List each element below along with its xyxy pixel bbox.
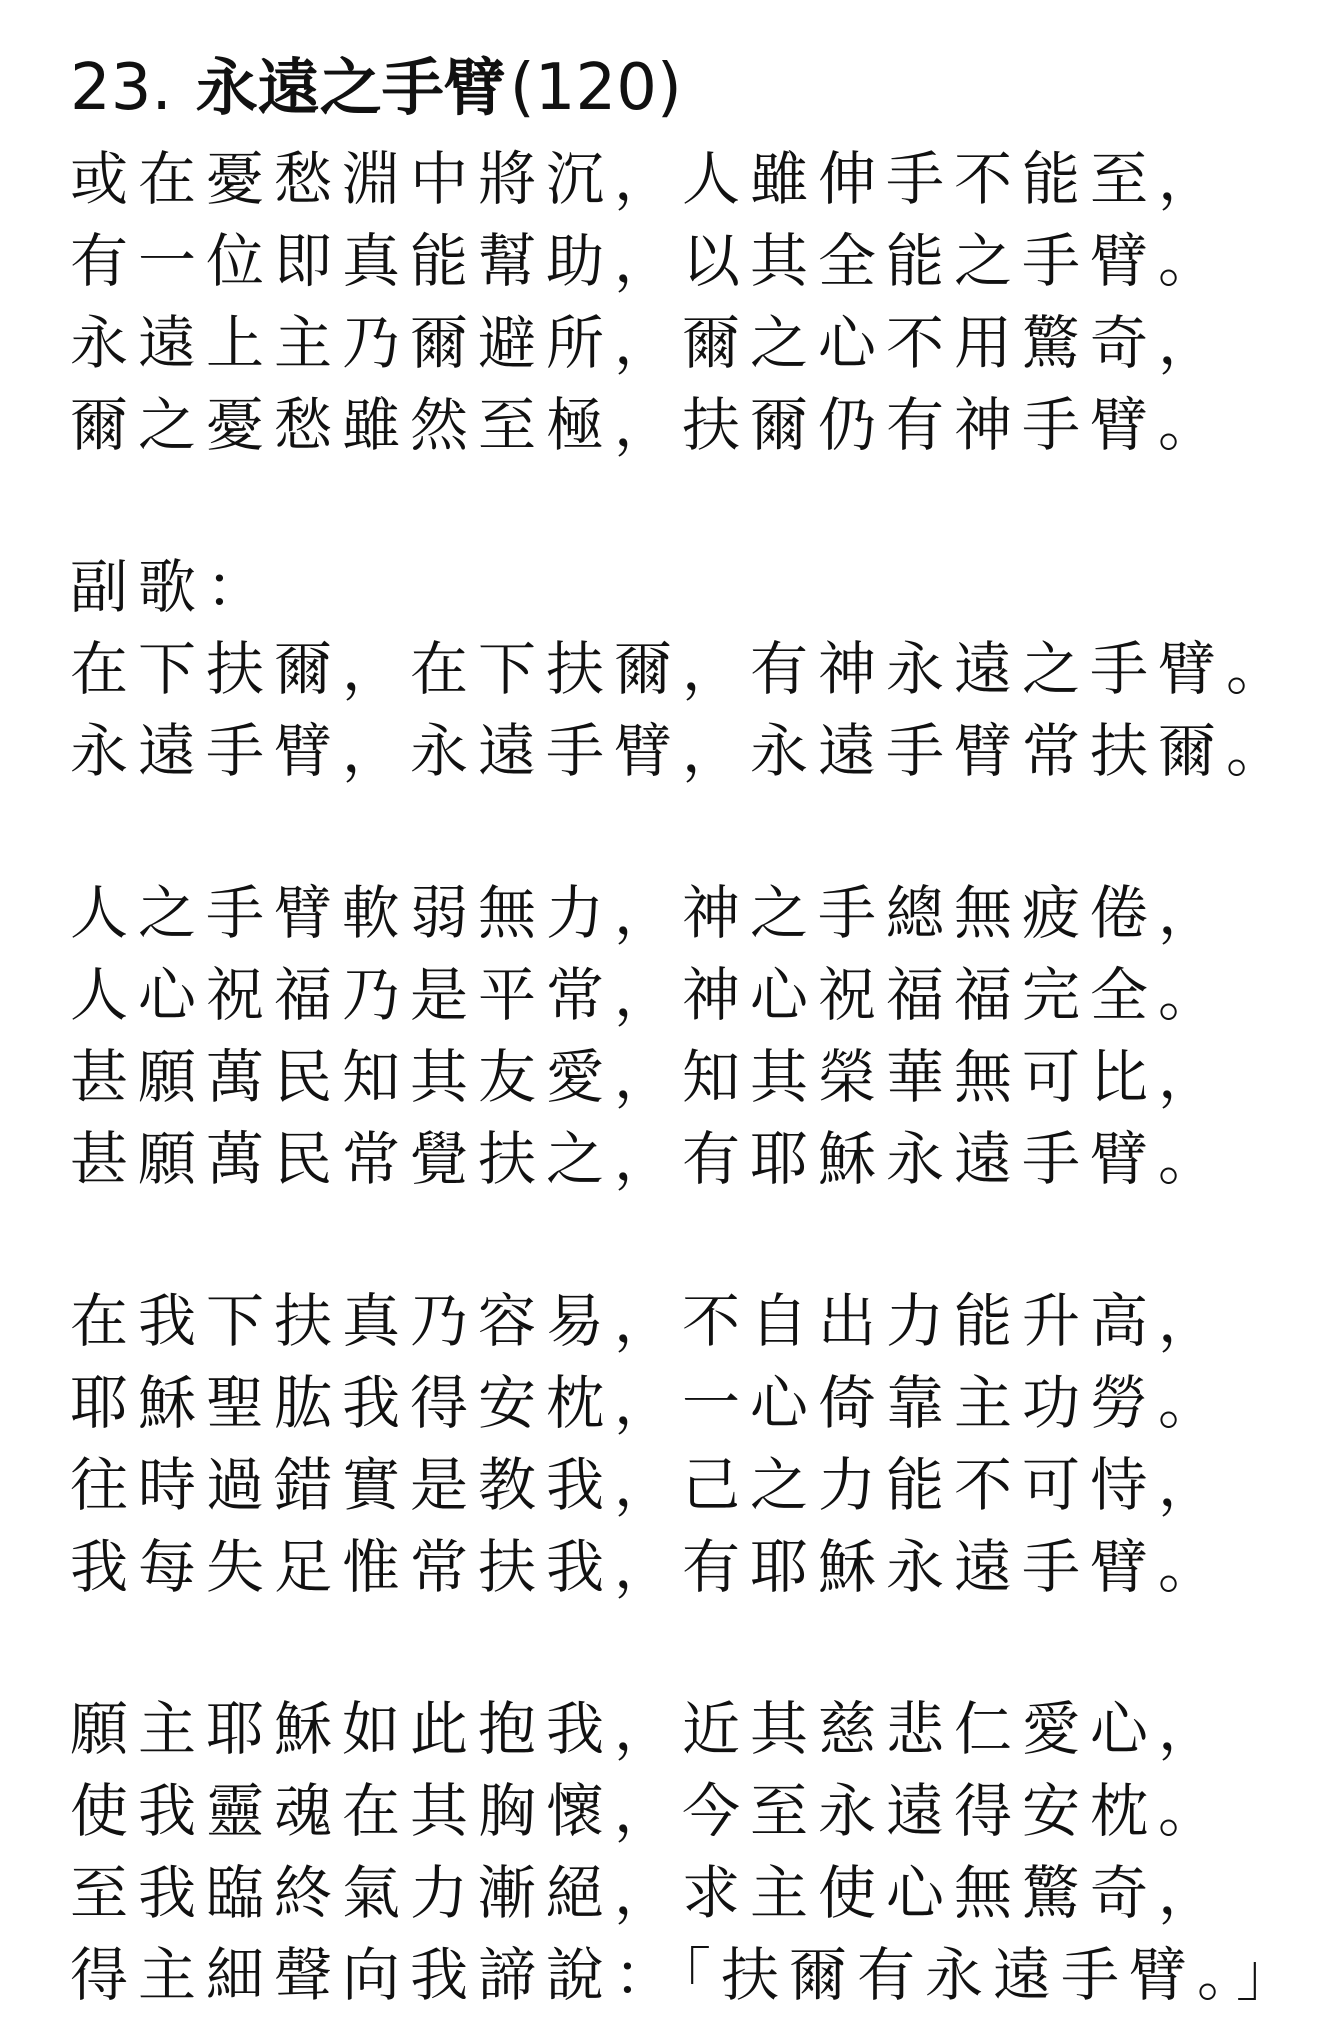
verse-line: 得主細聲向我諦說：「扶爾有永遠手臂。」	[70, 1941, 1305, 2009]
verse-line: 爾之憂愁雖然至極，扶爾仍有神手臂。	[70, 391, 1227, 459]
verse-line: 永遠上主乃爾避所，爾之心不用驚奇，	[70, 309, 1227, 377]
verse-line: 甚願萬民常覺扶之，有耶穌永遠手臂。	[70, 1125, 1227, 1193]
chorus-line: 在下扶爾，在下扶爾，有神永遠之手臂。	[70, 635, 1295, 703]
verse-line: 願主耶穌如此抱我，近其慈悲仁愛心，	[70, 1695, 1227, 1763]
verse-3	[70, 1280, 1310, 1608]
verse-line: 甚願萬民知其友愛，知其榮華無可比，	[70, 1043, 1227, 1111]
verse-line: 人之手臂軟弱無力，神之手總無疲倦，	[70, 879, 1227, 947]
verse-line: 使我靈魂在其胸懷，今至永遠得安枕。	[70, 1777, 1227, 1845]
hymn-page	[70, 40, 1310, 2016]
verse-line: 人心祝福乃是平常，神心祝福福完全。	[70, 961, 1227, 1029]
stanza-gap	[70, 792, 1310, 872]
verse-line: 往時過錯實是教我，己之力能不可恃，	[70, 1451, 1227, 1519]
verse-4	[70, 1688, 1310, 2016]
stanza-gap	[70, 466, 1310, 546]
verse-line: 或在憂愁淵中將沉，人雖伸手不能至，	[70, 145, 1227, 213]
stanza-gap	[70, 1608, 1310, 1688]
hymn-reference: (120)	[509, 51, 682, 125]
verse-1	[70, 138, 1310, 466]
verse-line: 至我臨終氣力漸絕，求主使心無驚奇，	[70, 1859, 1227, 1927]
chorus-line: 永遠手臂，永遠手臂，永遠手臂常扶爾。	[70, 717, 1295, 785]
verse-line: 耶穌聖肱我得安枕，一心倚靠主功勞。	[70, 1369, 1227, 1437]
hymn-title-line	[70, 40, 1310, 136]
verse-2	[70, 872, 1310, 1200]
verse-line: 我每失足惟常扶我，有耶穌永遠手臂。	[70, 1533, 1227, 1601]
hymn-number: 23.	[70, 51, 172, 125]
hymn-title: 永遠之手臂	[195, 51, 506, 124]
chorus-label: 副歌：	[70, 553, 275, 621]
chorus	[70, 546, 1310, 792]
verse-line: 在我下扶真乃容易，不自出力能升高，	[70, 1287, 1227, 1355]
verse-line: 有一位即真能幫助，以其全能之手臂。	[70, 227, 1227, 295]
stanza-gap	[70, 1200, 1310, 1280]
